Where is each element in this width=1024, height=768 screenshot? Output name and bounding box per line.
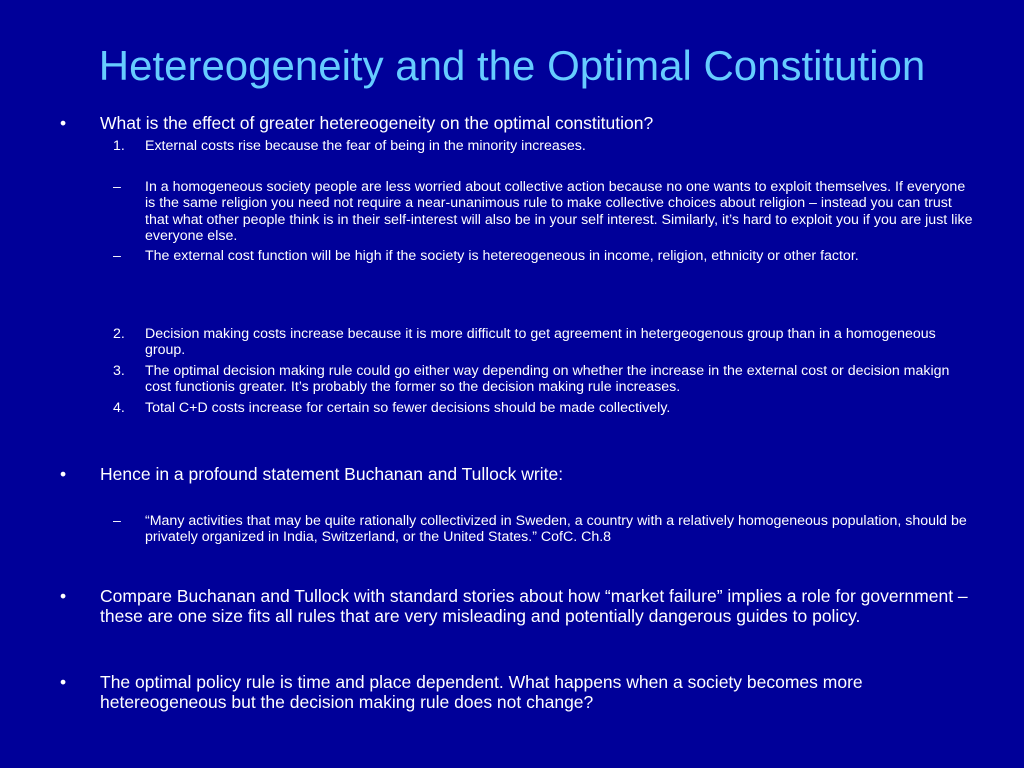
item-number: 1. xyxy=(113,138,125,154)
quote-text: “Many activities that may be quite rationally collectivized in Sweden, a country with a relatively homogeneous population, should be privately organized in India, Switzerland, or the United States.” CofC. Ch.8 xyxy=(145,513,967,546)
bullet-text: Hence in a profound statement Buchanan and Tullock write: xyxy=(100,464,564,484)
slide-title: Hetereogeneity and the Optimal Constitution xyxy=(98,42,926,89)
bullet-text: What is the effect of greater hetereogeneity on the optimal constitution? xyxy=(100,113,654,133)
item-number: 2. xyxy=(113,326,125,342)
item-text: The optimal decision making rule could go either way depending on whether the increase in the external cost or decision makign cost functionis greater. It’s probably the former so the decision making rule increases. xyxy=(145,363,950,396)
item-text: Decision making costs increase because it is more difficult to get agreement in hetergeogenous group than in a homogeneous group. xyxy=(145,326,936,359)
dash-marker: – xyxy=(113,248,121,264)
bullet-marker: • xyxy=(60,672,67,692)
item-number: 3. xyxy=(113,363,125,379)
bullet-marker: • xyxy=(60,113,67,133)
item-text: In a homogeneous society people are less worried about collective action because no one wants to exploit themselves. If everyone is the same religion you need not require a near-unanimous rule to make collective choices about religion – instead you can trust that what other people think is in their self-interest will also be in your self interest. Similarly, it’s hard to exploit you if you are just like everyone else. xyxy=(145,179,973,244)
item-text: Total C+D costs increase for certain so fewer decisions should be made collectively. xyxy=(145,400,671,416)
dash-marker: – xyxy=(113,179,121,195)
bullet-text: The optimal policy rule is time and place dependent. What happens when a society becomes more hetereogeneous but the decision making rule does not change? xyxy=(100,672,863,712)
dash-marker: – xyxy=(113,513,121,529)
item-number: 4. xyxy=(113,400,125,416)
bullet-text: Compare Buchanan and Tullock with standard stories about how “market failure” implies a role for government – these are one size fits all rules that are very misleading and potentially dangerous guides to policy. xyxy=(100,586,968,626)
item-text: External costs rise because the fear of being in the minority increases. xyxy=(145,138,586,154)
bullet-marker: • xyxy=(60,586,67,606)
item-text: The external cost function will be high if the society is hetereogeneous in income, religion, ethnicity or other factor. xyxy=(145,248,859,264)
bullet-marker: • xyxy=(60,464,67,484)
